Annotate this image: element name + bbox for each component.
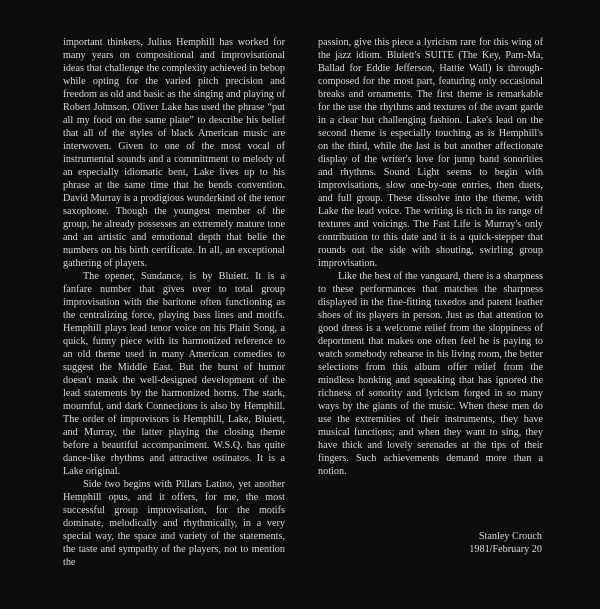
right-paragraph-2: Like the best of the vanguard, there is a sharpness to these performances that matches the sharpness displayed in the fine-fitting tuxedos and patent leather shoes of its players in person. Just as that attention to good dress is a welcome relief from the sloppiness of deportment that makes one often feel he is paying to watch somebody rehearse in his living room, the better selections from this album offer relief from the mindless honking and squeaking that has ignored the richness of sonority and lyricism forged in so many ways by the giants of the music. When these men do use the extremities of their instruments, they have musical functions; and when they want to sing, they have thick and lovely serenades at the tips of their fingers. Such achievements demand more than a notion. bbox=[318, 271, 543, 477]
signature-block bbox=[440, 530, 542, 556]
signature-date: 1981/February 20 bbox=[469, 544, 542, 555]
right-text-column bbox=[318, 36, 543, 478]
author-name: Stanley Crouch bbox=[478, 531, 542, 542]
left-paragraph-1: important thinkers, Julius Hemphill has worked for many years on compositional and improvisational ideas that challenge the complexity achieved in bebop while opting for the varied pitch precision and freedom as old and basic as the singing and playing of Robert Johnson. Oliver Lake has used the phrase “put all my food on the same plate” to describe his belief that all of the styles of black American music are interwoven. Given to one of the most vocal of instrumental sounds and a committment to melody of an especially idiomatic bent, Lake lives up to his phrase at the same time that he bends convention. David Murray is a prodigious wunderkind of the tenor saxophone. Though the youngest member of the group, he already possesses an extremely mature tone and an artistic and emotional depth that belie the numbers on his birth certificate. In all, an exceptional gathering of players. bbox=[63, 37, 285, 269]
left-text-column bbox=[63, 36, 285, 569]
right-paragraph-1: passion, give this piece a lyricism rare for this wing of the jazz idiom. Bluiett's SUITE (The Key, Pam-Ma, Ballad for Eddie Jefferson, Hattie Wall) is through-composed for the most part, featuring only occasional breaks and ornaments. The first theme is remarkable for the use the rhythms and textures of the avant garde in a clear but challenging fashion. Lake's lead on the second theme is especially touching as is Hemphill's on the third, while the last is but another affectionate display of the writer's love for jump band sonorities and rhythms. Sound Light seems to begin with improvisations, slow one-by-one entries, then duets, and full group. These dissolve into the theme, with Lake the lead voice. The writing is rich in its range of textures and voicings. The Fast Life is Murray's only contribution to this date and it is a quick-stepper that rounds out the side with shouting, swirling group improvisation. bbox=[318, 37, 543, 269]
left-paragraph-3: Side two begins with Pillars Latino, yet another Hemphill opus, and it offers, for me, the most successful group improvisation, for the motifs dominate, melodically and rhythmically, in a very special way, the space and variety of the statements, the taste and sympathy of the players, not to mention the bbox=[63, 479, 285, 568]
left-paragraph-2: The opener, Sundance, is by Bluiett. It is a fanfare number that gives over to total group improvisation with the baritone often functioning as the centralizing force, playing bass lines and motifs. Hemphill plays lead tenor voice on his Plain Song, a quick, funny piece with its harmonized reference to an old theme used in many American comedies to suggest the Middle East. But the burst of humor doesn't mask the well-designed development of the lead statements by the harmonized horns. The stark, mournful, and dark Connections is also by Hemphill. The order of improvisors is Hemphill, Lake, Bluiett, and Murray, the latter playing the closing theme before a beautiful accompaniment. W.S.Q. has quite dance-like rhythms and attractive ostinatos. It is a Lake original. bbox=[63, 271, 285, 477]
